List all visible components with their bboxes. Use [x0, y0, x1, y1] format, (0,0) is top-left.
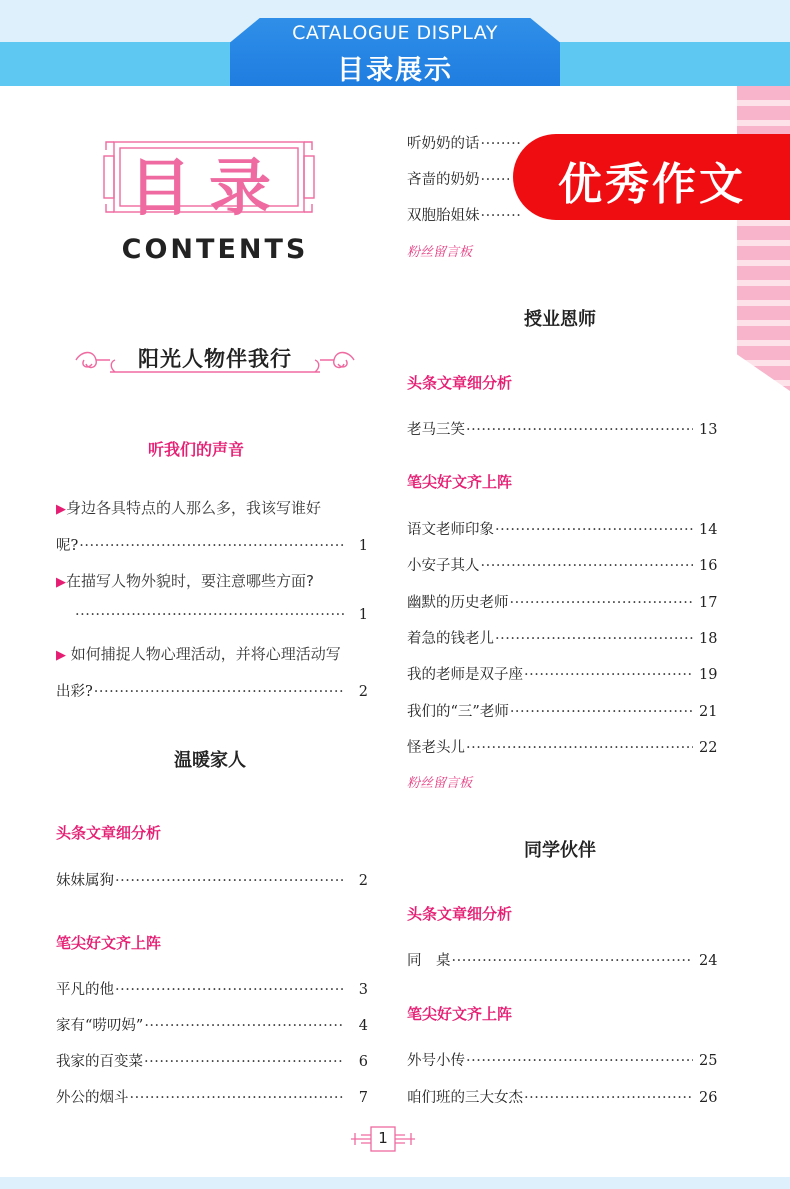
- pen-label: 笔尖好文齐上阵: [407, 473, 513, 491]
- dot-leader: [481, 208, 522, 224]
- dot-leader: [466, 1053, 693, 1069]
- toc-item-title: 听奶奶的话: [407, 136, 480, 152]
- voice-section-label: 听我们的声音: [148, 440, 245, 459]
- question-1[interactable]: [56, 497, 376, 518]
- question-2[interactable]: [56, 570, 376, 591]
- pen-label: 笔尖好文齐上阵: [56, 934, 162, 952]
- headline-label: 头条文章细分析: [407, 374, 513, 392]
- question-1-row[interactable]: [56, 534, 368, 555]
- toc-item-title: 小安子其人: [407, 558, 480, 574]
- dot-leader: [481, 558, 694, 574]
- pen-label: 笔尖好文齐上阵: [407, 1005, 513, 1023]
- toc-item[interactable]: [407, 736, 717, 757]
- toc-item-title: 语文老师印象: [407, 522, 494, 538]
- toc-item[interactable]: [407, 1086, 717, 1107]
- page-number: 2: [358, 873, 368, 889]
- dot-leader: [115, 873, 344, 889]
- toc-item-title: 我家的百变菜: [56, 1054, 143, 1070]
- dot-leader: [510, 704, 693, 720]
- question-3-row[interactable]: [56, 680, 368, 701]
- toc-item-title: 幽默的历史老师: [407, 595, 509, 611]
- dot-leader: [115, 982, 344, 998]
- page-number: 1: [358, 538, 368, 554]
- question-3[interactable]: [56, 643, 376, 664]
- toc-item[interactable]: [407, 591, 717, 612]
- question-2-row[interactable]: [74, 607, 368, 623]
- dot-leader: [466, 740, 693, 756]
- toc-item-title: 我的老师是双子座: [407, 667, 523, 683]
- page-number: 16: [699, 558, 718, 574]
- badge-label: 优秀作文: [558, 159, 746, 210]
- toc-item[interactable]: [56, 1050, 368, 1071]
- question-1-text: 身边各具特点的人那么多，我该写谁好: [66, 499, 322, 517]
- dot-leader: [79, 538, 344, 554]
- page-number: 3: [358, 982, 368, 998]
- toc-item[interactable]: [407, 627, 717, 648]
- dot-leader: [75, 607, 344, 623]
- dot-leader: [481, 172, 510, 188]
- question-2-text: 在描写人物外貌时，要注意哪些方面?: [66, 572, 314, 590]
- dot-leader: [524, 1090, 693, 1106]
- toc-item[interactable]: [407, 949, 717, 970]
- question-3-continuation: 出彩?: [56, 684, 93, 700]
- banner-chinese-title: 目录展示: [337, 55, 453, 86]
- toc-item-title: 怪老头儿: [407, 740, 465, 756]
- toc-item[interactable]: [407, 1049, 717, 1070]
- toc-item[interactable]: [56, 1014, 368, 1035]
- triangle-bullet-icon: ▶: [56, 502, 66, 517]
- excellent-essay-badge: [513, 134, 790, 220]
- page-number: 2: [358, 684, 368, 700]
- page-number: 7: [358, 1090, 368, 1106]
- dot-leader: [495, 522, 693, 538]
- toc-item[interactable]: [56, 1086, 368, 1107]
- toc-item-title: 着急的钱老儿: [407, 631, 494, 647]
- page-number: 24: [699, 953, 718, 969]
- dot-leader: [481, 136, 522, 152]
- banner-english-title: CATALOGUE DISPLAY: [292, 22, 498, 44]
- page-number: 17: [699, 595, 718, 611]
- toc-item[interactable]: [407, 418, 717, 439]
- toc-item[interactable]: [407, 700, 717, 721]
- toc-item-title: 吝啬的奶奶: [407, 172, 480, 188]
- section-title-teachers: 授业恩师: [524, 309, 596, 330]
- dot-leader: [144, 1054, 344, 1070]
- toc-item-title: 双胞胎姐妹: [407, 208, 480, 224]
- page-number: 25: [699, 1053, 718, 1069]
- toc-item[interactable]: [407, 132, 527, 153]
- page-number: 1: [358, 607, 368, 623]
- question-3-text: 如何捕捉人物心理活动，并将心理活动写: [66, 645, 341, 663]
- toc-item[interactable]: [56, 869, 368, 890]
- page-number: 13: [699, 422, 718, 438]
- toc-item-title: 外号小传: [407, 1053, 465, 1069]
- fans-board-label: 粉丝留言板: [407, 245, 473, 260]
- toc-item[interactable]: [407, 168, 515, 189]
- page-number: 22: [699, 740, 718, 756]
- section-title-family: 温暖家人: [174, 750, 246, 771]
- toc-item-title: 妹妹属狗: [56, 873, 114, 889]
- page-number: 4: [358, 1018, 368, 1034]
- page-number: 18: [699, 631, 718, 647]
- page-number: 21: [699, 704, 718, 720]
- page-number: 26: [699, 1090, 718, 1106]
- toc-item-title: 咱们班的三大女杰: [407, 1090, 523, 1106]
- toc-item-title: 我们的“三”老师: [407, 704, 509, 720]
- dot-leader: [94, 684, 344, 700]
- toc-item-title: 老马三笑: [407, 422, 465, 438]
- toc-item[interactable]: [407, 204, 527, 225]
- section-title-classmates: 同学伙伴: [524, 840, 596, 861]
- toc-item[interactable]: [56, 978, 368, 999]
- mulu-title: 目录: [128, 151, 289, 224]
- triangle-bullet-icon: ▶: [56, 648, 66, 663]
- question-1-continuation: 呢?: [56, 538, 79, 554]
- unit-title: 阳光人物伴我行: [138, 346, 292, 371]
- toc-item[interactable]: [407, 554, 717, 575]
- toc-item-title: 家有“唠叨妈”: [56, 1018, 144, 1034]
- triangle-bullet-icon: ▶: [56, 575, 66, 590]
- page-number: 19: [699, 667, 718, 683]
- toc-item[interactable]: [407, 663, 717, 684]
- fans-board-label: 粉丝留言板: [407, 776, 473, 791]
- page-number: 14: [699, 522, 718, 538]
- dot-leader: [510, 595, 694, 611]
- toc-item-title: 平凡的他: [56, 982, 114, 998]
- dot-leader: [524, 667, 693, 683]
- dot-leader: [452, 953, 694, 969]
- headline-label: 头条文章细分析: [56, 824, 162, 842]
- toc-item-title: 同 桌: [407, 953, 451, 969]
- contents-title: CONTENTS: [121, 234, 309, 265]
- page-number: 1: [378, 1129, 388, 1147]
- toc-item-title: 外公的烟斗: [56, 1090, 129, 1106]
- dot-leader: [466, 422, 693, 438]
- toc-item[interactable]: [407, 518, 717, 539]
- page-number: 6: [358, 1054, 368, 1070]
- pink-striped-tab: [737, 86, 790, 391]
- dot-leader: [130, 1090, 345, 1106]
- dot-leader: [144, 1018, 344, 1034]
- headline-label: 头条文章细分析: [407, 905, 513, 923]
- dot-leader: [495, 631, 693, 647]
